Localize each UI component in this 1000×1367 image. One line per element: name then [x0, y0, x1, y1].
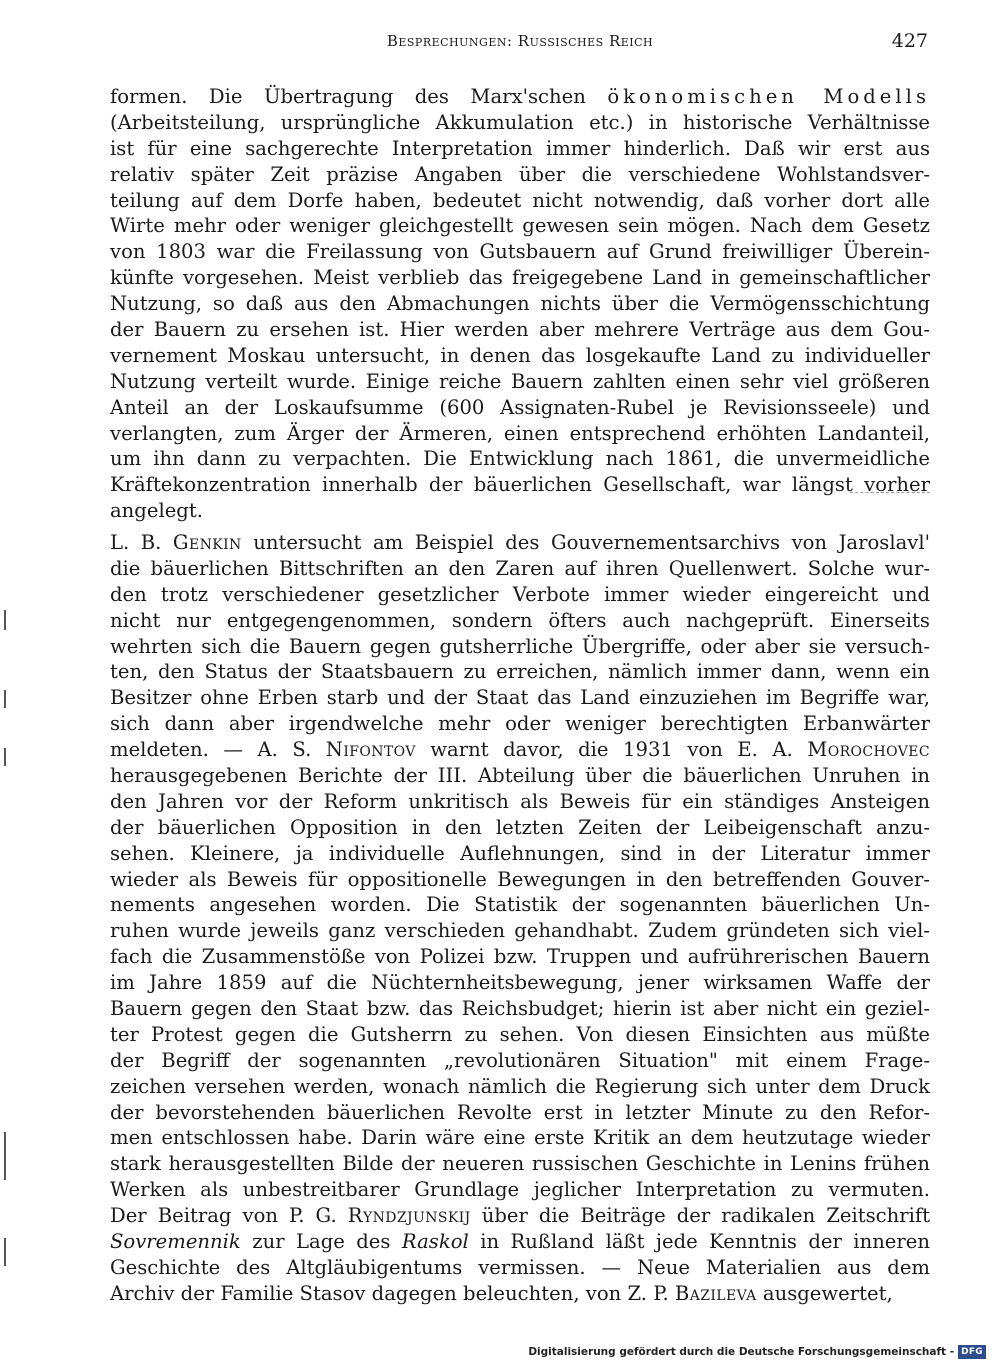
text-run: Anteil an der Loskaufsumme (600 Assignaten-Rubel je Revisionsseele) und	[110, 395, 930, 419]
text-run: von 1803 war die Freilassung von Gutsbauern auf Grund freiwilliger Überein-	[110, 240, 930, 264]
text-line	[110, 1203, 930, 1229]
text-run: warnt davor, die 1931 von E. A.	[415, 738, 808, 762]
text-line	[110, 841, 930, 867]
text-run: relativ später Zeit präzise Angaben über die verschiedene Wohlstandsver-	[110, 162, 930, 186]
styled-text: Morochovec	[807, 738, 930, 762]
text-line	[110, 472, 930, 498]
text-run: formen. Die Übertragung des Marx'schen	[110, 85, 608, 108]
text-line	[110, 446, 930, 472]
text-run: der bevorstehenden bäuerlichen Revolte erst in letzter Minute zu den Refor-	[110, 1100, 930, 1124]
text-line	[110, 369, 930, 395]
text-run: der bäuerlichen Opposition in den letzten Zeiten der Leibeigenschaft anzu-	[110, 815, 930, 839]
text-line	[110, 110, 930, 136]
text-line	[110, 213, 930, 239]
text-line	[110, 498, 930, 524]
styled-text: Ryndzjunskij	[347, 1204, 471, 1228]
text-line	[110, 737, 930, 763]
styled-text: Sovremennik	[110, 1230, 241, 1254]
text-line	[110, 1229, 930, 1255]
margin-mark	[4, 748, 6, 766]
text-line	[110, 918, 930, 944]
text-run: fach die Zusammenstöße von Polizei bzw. Truppen und aufrührerischen Bauern	[110, 945, 930, 969]
text-line	[110, 556, 930, 582]
text-run: der Bauern zu ersehen ist. Hier werden aber mehrere Verträge aus dem Gou-	[110, 318, 930, 342]
digitization-footer	[528, 1341, 986, 1363]
text-run: im Jahre 1859 auf die Nüchternheitsbewegung, jener wirksamen Waffe der	[110, 971, 930, 995]
text-run: men entschlossen habe. Darin wäre eine erste Kritik an dem heutzutage wieder	[110, 1126, 930, 1150]
running-title: Besprechungen: Russisches Reich	[386, 32, 654, 50]
text-run: herausgegebenen Berichte der III. Abteilung über die bäuerlichen Unruhen in	[110, 764, 930, 788]
paragraph-1	[110, 84, 930, 524]
text-run: (Arbeitsteilung, ursprüngliche Akkumulation etc.) in historische Verhältnisse	[110, 110, 930, 134]
text-run: den Jahren vor der Reform unkritisch als Beweis für ein ständiges Ansteigen	[110, 789, 930, 813]
text-line	[110, 162, 930, 188]
text-run: ten, den Status der Staatsbauern zu erreichen, nämlich immer dann, wenn ein	[110, 660, 930, 684]
styled-text: Raskol	[401, 1230, 469, 1254]
text-run: der Begriff der sogenannten „revolutionären Situation" mit einem Frage-	[110, 1048, 930, 1072]
text-run: verlangten, zum Ärger der Ärmeren, einen entsprechend erhöhten Landanteil,	[110, 421, 930, 445]
margin-mark	[4, 610, 6, 630]
text-run: wieder als Beweis für oppositionelle Bewegungen in den betreffenden Gouver-	[110, 867, 930, 891]
margin-mark	[4, 1132, 6, 1180]
text-line	[110, 84, 930, 110]
text-line	[110, 789, 930, 815]
text-run: sehen. Kleinere, ja individuelle Auflehnungen, sind in der Literatur immer	[110, 841, 930, 865]
text-line	[110, 970, 930, 996]
text-line	[110, 530, 930, 556]
text-run: den trotz verschiedener gesetzlicher Verbote immer wieder eingereicht und	[110, 582, 930, 606]
footer-text: Digitalisierung gefördert durch die Deutsche Forschungsgemeinschaft -	[528, 1346, 955, 1358]
text-run: nements angesehen worden. Die Statistik der sogenannten bäuerlichen Un-	[110, 893, 930, 917]
text-line	[110, 1255, 930, 1281]
margin-mark	[4, 1238, 6, 1266]
text-run: meldeten. — A. S.	[110, 738, 326, 762]
scan-mark	[850, 492, 930, 497]
text-run: um ihn dann zu verpachten. Die Entwicklung nach 1861, die unvermeidliche	[110, 447, 930, 471]
text-line	[110, 291, 930, 317]
text-run: Werken als unbestreitbarer Grundlage jeglicher Interpretation zu vermuten.	[110, 1178, 930, 1202]
text-line	[110, 815, 930, 841]
text-run: Nutzung, so daß aus den Abmachungen nichts über die Vermögensschichtung	[110, 292, 930, 316]
text-line	[110, 763, 930, 789]
text-run: Nutzung verteilt wurde. Einige reiche Bauern zahlten einen sehr viel größeren	[110, 369, 930, 393]
text-line	[110, 317, 930, 343]
text-run: über die Beiträge der radikalen Zeitschrift	[470, 1204, 930, 1228]
text-run: Besitzer ohne Erben starb und der Staat das Land einzuziehen im Begriffe war,	[110, 686, 930, 710]
text-run: L. B.	[110, 531, 173, 554]
text-line	[110, 685, 930, 711]
text-line	[110, 1151, 930, 1177]
paragraph-2	[110, 530, 930, 1307]
text-run: nicht nur entgegengenommen, sondern öfters auch nachgeprüft. Einerseits	[110, 608, 930, 632]
text-line	[110, 395, 930, 421]
text-line	[110, 711, 930, 737]
dfg-logo: DFG	[958, 1345, 986, 1359]
page-number: 427	[891, 30, 928, 52]
text-run: angelegt.	[110, 499, 203, 523]
text-line	[110, 582, 930, 608]
text-line	[110, 1125, 930, 1151]
text-line	[110, 421, 930, 447]
text-line	[110, 188, 930, 214]
text-run: stark herausgestellten Bilde der neueren russischen Geschichte in Lenins frühen	[110, 1152, 930, 1176]
text-line	[110, 265, 930, 291]
text-line	[110, 634, 930, 660]
text-run: Wirte mehr oder weniger gleichgestellt gewesen sein mögen. Nach dem Gesetz	[110, 214, 930, 238]
text-run: ist für eine sachgerechte Interpretation immer hinderlich. Daß wir erst aus	[110, 136, 930, 160]
text-run: zur Lage des	[240, 1230, 402, 1254]
text-run: ter Protest gegen die Gutsherrn zu sehen. Von diesen Einsichten aus müßte	[110, 1022, 930, 1046]
text-run: ausgewertet,	[756, 1281, 893, 1305]
styled-text: Nifontov	[325, 738, 416, 762]
text-run: Geschichte des Altgläubigentums vermissen. — Neue Materialien aus dem	[110, 1255, 930, 1279]
text-line	[110, 239, 930, 265]
text-run: wehrten sich die Bauern gegen gutsherrliche Übergriffe, oder aber sie versuch-	[110, 634, 930, 658]
text-line	[110, 867, 930, 893]
text-line	[110, 343, 930, 369]
text-run: teilung auf dem Dorfe haben, bedeutet nicht notwendig, daß vorher dort alle	[110, 188, 930, 212]
text-run: vernement Moskau untersucht, in denen das losgekaufte Land zu individueller	[110, 343, 930, 367]
text-line	[110, 1177, 930, 1203]
text-line	[110, 136, 930, 162]
text-run: Kräftekonzentration innerhalb der bäuerlichen Gesellschaft, war längst vorher	[110, 473, 930, 497]
text-line	[110, 1022, 930, 1048]
text-run: Bauern gegen den Staat bzw. das Reichsbudget; hierin ist aber nicht ein geziel-	[110, 997, 930, 1021]
text-run: in Rußland läßt jede Kenntnis der inneren	[468, 1230, 930, 1254]
text-line	[110, 892, 930, 918]
text-run: künfte vorgesehen. Meist verblieb das freigegebene Land in gemeinschaftlicher	[110, 266, 930, 290]
text-run: untersucht am Beispiel des Gouvernementsarchivs von Jaroslavl'	[241, 531, 930, 554]
text-line	[110, 944, 930, 970]
text-line	[110, 608, 930, 634]
text-line	[110, 1048, 930, 1074]
text-run: Archiv der Familie Stasov dagegen beleuchten, von Z. P.	[110, 1281, 675, 1305]
text-run: die bäuerlichen Bittschriften an den Zaren auf ihren Quellenwert. Solche wur-	[110, 556, 930, 580]
styled-text: ökonomischen Modells	[607, 85, 930, 108]
text-line	[110, 1281, 930, 1307]
text-line	[110, 1100, 930, 1126]
margin-mark	[4, 690, 6, 708]
text-line	[110, 659, 930, 685]
text-line	[110, 996, 930, 1022]
running-header	[110, 32, 930, 58]
text-line	[110, 1074, 930, 1100]
text-run: Der Beitrag von P. G.	[110, 1204, 348, 1228]
styled-text: Bazileva	[674, 1281, 757, 1305]
text-run: sich dann aber irgendwelche mehr oder weniger berechtigten Erbanwärter	[110, 712, 930, 736]
styled-text: Genkin	[172, 531, 242, 554]
text-run: zeichen versehen werden, wonach nämlich die Regierung sich unter dem Druck	[110, 1074, 930, 1098]
text-run: ruhen wurde jeweils ganz verschieden gehandhabt. Zudem gründeten sich viel-	[110, 919, 930, 943]
